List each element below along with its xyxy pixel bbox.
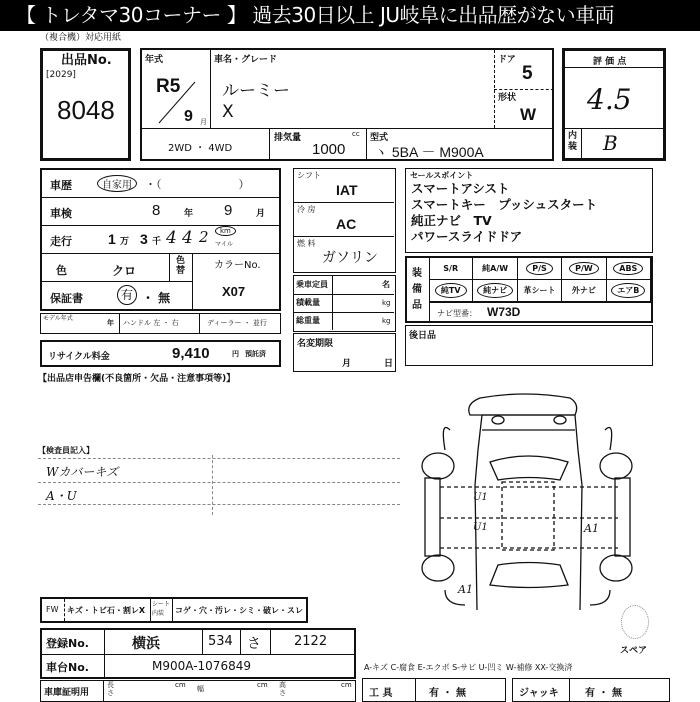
- name-change-box: [293, 333, 396, 372]
- fw-label: FW: [46, 605, 59, 614]
- registration-kana: さ: [247, 636, 261, 652]
- lot-number: 8048: [57, 95, 115, 125]
- equipment-item-label: 純TV: [435, 283, 467, 298]
- sales-line: パワースライドドア: [411, 229, 523, 244]
- model-year-row: [40, 313, 281, 334]
- sales-line: 純正ナビ TV: [411, 213, 492, 228]
- height-label: 高さ: [279, 681, 286, 697]
- equipment-item: [607, 280, 651, 302]
- mileage-1k: 3: [140, 231, 148, 247]
- unit-1k: 千: [152, 237, 162, 247]
- mile-unit: マイル: [215, 241, 233, 248]
- record-rest: ・（ ）: [145, 178, 250, 191]
- declaration-label: 【出品店申告欄(不良箇所・欠品・注意事項等)】: [38, 374, 236, 384]
- weight-unit: kg: [382, 317, 391, 325]
- recycle-unit: 円: [232, 350, 239, 358]
- shift-label: シフト: [297, 171, 321, 180]
- displacement: 1000: [312, 141, 346, 158]
- sales-line: スマートアシスト: [411, 181, 510, 196]
- fuel: ガソリン: [322, 250, 378, 266]
- displacement-label: 排気量: [274, 133, 302, 143]
- equipment-item-label: 革シート: [523, 286, 556, 295]
- year-unit: 年: [184, 209, 194, 219]
- damage-legend: A-キズ C-腐食 E-エクボ S-サビ U-凹ミ W-補修 XX-交換済: [364, 663, 573, 672]
- inspection-label: 車検: [50, 207, 72, 220]
- equipment-item: [473, 280, 517, 302]
- load-unit: kg: [382, 299, 391, 307]
- warranty-label: 保証書: [50, 292, 83, 305]
- equipment-item-label: P/W: [569, 262, 599, 275]
- equipment-item: [562, 258, 606, 280]
- equipment-item: [607, 258, 651, 280]
- year: R5: [156, 76, 181, 97]
- navi-label: ナビ型番：: [437, 309, 477, 318]
- handle: ハンドル 左 ・ 右: [123, 319, 179, 327]
- tools-value: 有 ・ 無: [429, 688, 466, 699]
- cc-unit: cc: [352, 130, 360, 138]
- drive-type: 2WD ・ 4WD: [168, 143, 233, 154]
- door-label: ドア: [498, 55, 516, 65]
- damage-mark: U1: [473, 492, 488, 503]
- jack-value: 有 ・ 無: [585, 688, 622, 699]
- navi-model: W73D: [487, 305, 521, 319]
- width-label: 幅: [197, 685, 204, 693]
- paper-note: （複合機）対応用紙: [40, 33, 122, 43]
- spare-tire-icon: [621, 605, 649, 639]
- name-change-day: 日: [384, 359, 394, 369]
- ac-label: 冷 房: [297, 205, 316, 214]
- mileage-digit: 4: [166, 228, 177, 248]
- model-label: 型式: [370, 133, 389, 143]
- score-box: [562, 48, 666, 161]
- color: クロ: [112, 264, 137, 278]
- equipment-item-label: ABS: [613, 262, 643, 275]
- fw-items: キズ・トビ石・割レX: [67, 606, 146, 615]
- capacity-box: [293, 275, 396, 332]
- registration-class: 534: [208, 634, 233, 649]
- history-box: [40, 168, 281, 311]
- registration-area: 横浜: [132, 636, 160, 652]
- record-value: 自家用: [97, 175, 137, 192]
- later-items-box: [405, 325, 653, 366]
- registration-number: 2122: [294, 634, 328, 649]
- dealer: ディーラー ・ 並行: [207, 319, 267, 327]
- cm-unit: cm: [257, 681, 268, 689]
- recycle-box: [40, 340, 281, 367]
- km-unit: km: [215, 226, 236, 236]
- equipment-item-label: P/S: [526, 262, 553, 275]
- sales-line: スマートキー プッシュスタート: [411, 197, 598, 212]
- equipment-item: [429, 280, 473, 302]
- fuel-label: 燃 料: [297, 239, 316, 248]
- garage-row: [40, 680, 356, 702]
- equipment-item: [518, 258, 562, 280]
- shape: W: [520, 105, 537, 124]
- seat-label: シート内装: [152, 601, 171, 617]
- capacity-label: 乗車定員: [296, 280, 328, 289]
- ac: AC: [336, 216, 357, 232]
- garage-label: 車庫証明用: [44, 688, 90, 698]
- recycle-label: リサイクル料金: [48, 352, 110, 362]
- equipment-item-label: 外ナビ: [571, 286, 596, 295]
- equipment-item-label: S/R: [443, 264, 459, 273]
- sales-point-box: [405, 168, 653, 253]
- equipment-item: [429, 258, 473, 280]
- equipment-item: [518, 280, 562, 302]
- banner: 【 トレタマ30コーナー 】 過去30日以上 JU岐阜に出品歴がない車両: [0, 0, 700, 31]
- shift: IAT: [336, 182, 358, 198]
- jack-label: ジャッキ: [519, 688, 559, 699]
- capacity-unit: 名: [382, 280, 390, 289]
- color-no: X07: [222, 284, 246, 299]
- interior-label: 内装: [568, 131, 578, 152]
- model-code: ヽ 5BA － M900A: [374, 144, 484, 160]
- unit-10k: 万: [120, 237, 130, 247]
- doors: 5: [522, 63, 533, 84]
- mileage-digit: 2: [199, 228, 209, 246]
- color-label: 色: [56, 264, 67, 277]
- lot-box: [40, 48, 131, 161]
- seat-items: コゲ・穴・汚レ・シミ・破レ・スレ: [175, 606, 303, 615]
- overall-score: 4.5: [587, 83, 632, 116]
- equipment-item: [473, 258, 517, 280]
- chassis-label: 車台No.: [46, 661, 89, 674]
- sales-label: セールスポイント: [410, 171, 474, 180]
- month-unit: 月: [256, 209, 266, 219]
- mileage-digit: 4: [182, 228, 193, 248]
- cm-unit: cm: [175, 681, 186, 689]
- damage-mark: A1: [458, 583, 473, 596]
- lot-label: 出品No.: [61, 53, 112, 68]
- tools-box: [362, 678, 506, 702]
- lot-stamp: [2029]: [46, 70, 76, 80]
- inspector-note: A・U: [46, 489, 77, 503]
- inspector-label: 【検査員記入】: [38, 446, 94, 455]
- damage-mark: U1: [473, 522, 488, 533]
- recycle-status: 預託済: [245, 350, 266, 358]
- inspector-note: Wカバーキズ: [46, 465, 119, 479]
- length-label: 長さ: [107, 681, 114, 697]
- recycle-amount: 9,410: [172, 345, 210, 362]
- warranty-no: ・ 無: [142, 291, 171, 305]
- recolor-label: 色替: [176, 256, 186, 276]
- interior-score: B: [603, 131, 618, 155]
- month: 9: [184, 108, 193, 125]
- grade: X: [222, 102, 234, 122]
- month-unit: 月: [200, 118, 207, 126]
- shift-box: [293, 168, 396, 273]
- color-no-label: カラーNo.: [214, 260, 261, 271]
- shape-label: 形状: [498, 93, 517, 103]
- equipment-label: 装備品: [412, 268, 422, 311]
- damage-mark: A1: [584, 522, 599, 535]
- tools-label: 工 具: [369, 688, 393, 699]
- mileage-label: 走行: [50, 235, 72, 248]
- equipment-item-label: エアB: [611, 283, 645, 298]
- score-label: 評 価 点: [593, 57, 627, 67]
- fw-row: [40, 597, 308, 623]
- mileage-10k: 1: [108, 231, 116, 247]
- year-label: 年式: [145, 55, 164, 65]
- equipment-box: [405, 256, 653, 323]
- vehicle-box: [140, 48, 554, 161]
- inspection-year: 8: [152, 202, 161, 219]
- name-change-month: 月: [342, 359, 352, 369]
- registration-box: [40, 628, 356, 679]
- spare-label: スペア: [620, 646, 648, 656]
- equipment-item-label: 純A/W: [482, 264, 509, 273]
- weight-label: 総重量: [296, 316, 320, 325]
- record-label: 車歴: [50, 179, 72, 192]
- car-diagram: [420, 390, 635, 610]
- later-label: 後日品: [409, 331, 437, 341]
- model-year-unit: 年: [107, 319, 114, 327]
- registration-label: 登録No.: [46, 637, 89, 650]
- warranty-yes: 有: [117, 285, 137, 305]
- equipment-item: [562, 280, 606, 302]
- equipment-item-label: 純ナビ: [477, 283, 513, 298]
- cm-unit: cm: [341, 681, 352, 689]
- chassis-number: M900A-1076849: [152, 659, 251, 673]
- jack-box: [512, 678, 670, 702]
- model-year-label: モデル年式: [43, 315, 73, 322]
- car-name: ルーミー: [222, 81, 290, 101]
- name-change-label: 名変期限: [297, 339, 334, 349]
- load-label: 積載量: [296, 298, 320, 307]
- name-label: 車名・グレード: [214, 55, 278, 65]
- inspection-month: 9: [224, 202, 233, 219]
